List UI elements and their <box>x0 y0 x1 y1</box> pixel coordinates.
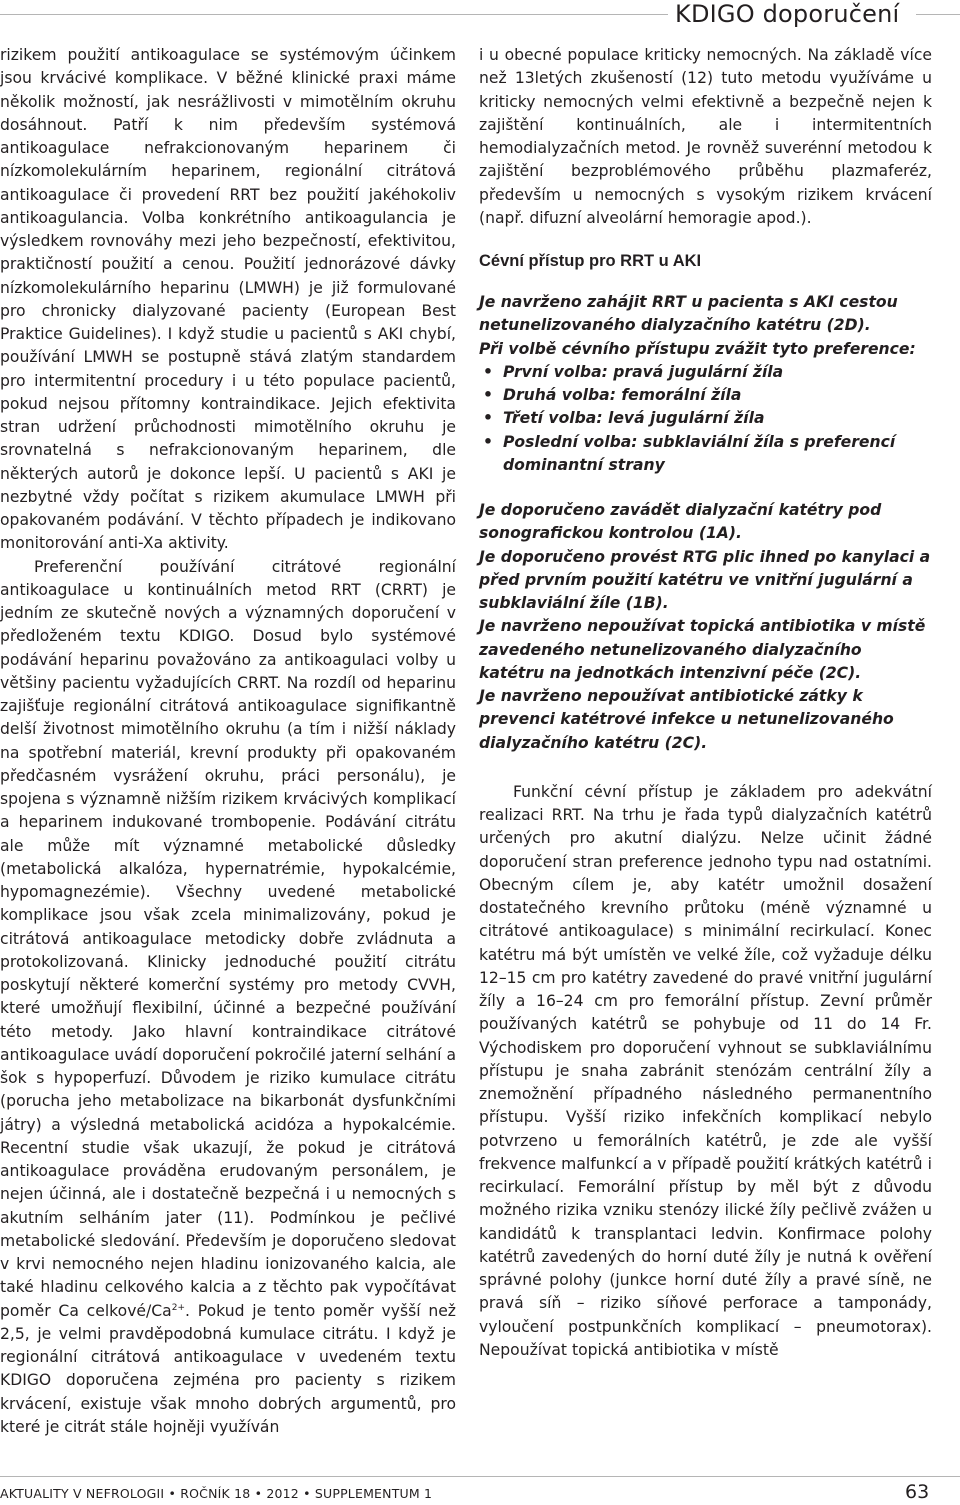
running-header-title: KDIGO doporučení <box>675 0 900 28</box>
footer-journal-info: AKTUALITY V NEFROLOGII • ROČNÍK 18 • 2012 • SUPPLEMENTUM 1 <box>0 1486 433 1501</box>
preference-list <box>479 361 932 477</box>
header-rule-left <box>0 14 668 15</box>
right-paragraph-1: i u obecné populace kriticky nemocných. Na základě více než 13letých zkušeností (12) tuto metodu využíváme u kriticky nemocných velmi efektivně a bezpečně nejen k zajištění kontinuálních, ale i intermitentních hemodialyzačních metod. Je rovněž suverénní metodou k zajištění bezproblémového průběhu plazmaferéz, především u nemocných s vysokým rizikem krvácení (např. difuzní alveolární hemoragie apod.). <box>479 46 932 227</box>
preference-item-text: Druhá volba: femorální žíla <box>503 386 742 404</box>
preference-intro: Při volbě cévního přístupu zvážit tyto preference: <box>479 339 916 358</box>
list-item <box>479 407 932 430</box>
left-paragraph-2 <box>0 556 456 1440</box>
left-paragraph-1: rizikem použití antikoagulace se systémovým účinkem jsou krvácivé komplikace. V běžné klinické praxi máme několik možností, jak nesrážlivosti v mimotělním okruhu dosáhnout. Patří k nim především systémová antikoagulace nefrakcionovaným heparinem či nízkomolekulárním heparinem, regionální citrátová antikoagulace či provedení RRT bez použití jakéhokoliv antikoagulancia. Volba konkrétního antikoagulancia je výsledkem rovnováhy mezi jeho bezpečností, efektivitou, praktičností použití a cenou. Použití jednorázové dávky nízkomolekulárního heparinu (LMWH) je již formulované pro chronicky dialyzované pacienty (European Best Praktice Guidelines). I když studie u pacientů s AKI chybí, používání LMWH se postupně stává zlatým standardem pro intermitentní procedury i u této populace pacientů, pokud nejsou přítomny kontraindikace. Jejich efektivita stran udržení průchodnosti mimotělního okruhu je srovnatelná s nefrakcionovaným heparinem, dle některých autorů je dokonce lepší. U pacientů s AKI je nezbytné vždy počítat s rizikem akumulace LMWH při opakovaném podávání. V těchto případech je indikovano monitorování anti-Xa aktivity. <box>0 46 456 553</box>
recommendation-2: Je doporučeno zavádět dialyzační katétry pod sonografickou kontrolou (1A). <box>479 501 882 543</box>
left-column <box>0 44 456 1439</box>
left-paragraph-2-text-a: Preferenční používání citrátové regionální antikoagulace u kontinuálních metod RRT (CRRT) je jedním ze skutečně nových a významných doporučení v předloženém textu KDIGO. Dosud bylo systémové podávání heparinu považováno za antikoagulaci volby u většiny pacientu vyžadujících CRRT. Na rozdíl od heparinu zajišťuje regionální citrátová antikoagulace signifikantně delší životnost mimotělního okruhu (a tím i nižší náklady na spotřební materiál, krevní produkty při opakovaném předčasném vysrážení okruhu, práci personálu), je spojena s významně nižším rizikem krvácivých komplikací a heparinem indukované trombopenie. Podávání citrátu ale může mít významné metabolické důsledky (metabolická alkalóza, hypernatrémie, hypokalcémie, hypomagnezémie). Všechny uvedené metabolické komplikace jsou však zcela minimalizovány, pokud je citrátová antikoagulace metodicky dobře zvládnuta a protokolizovaná. Klinicky jednoduché použití citrátu poskytují některé komerční systémy pro metody CVVH, které umožňují flexibilní, účinné a bezpečné používání této metody. Jako hlavní kontraindikace citrátové antikoagulace uvádí doporučení pokročilé jaterní selhání a šok s hypoperfuzí. Důvodem je riziko kumulace citrátu (porucha jeho metabolizace na bikarbonát dysfunkčními játry) a výsledná metabolická acidóza a hypokalcémie. Recentní studie však ukazují, že pokud je citrátová antikoagulace prováděna erudovaným personálem, je nejen účinná, ale i dostatečně bezpečná i u nemocných s akutním selháním jater (11). Podmínkou je pečlivé metabolické sledování. Především je doporučeno sledovat v krvi nemocného nejen hladinu ionizovaného kalcia, ale také hladinu celkového kalcia a z těchto pak vypočítávat poměr Ca celkové/Ca <box>0 557 456 1320</box>
left-paragraph-2-text-b: . Pokud je tento poměr vyšší než 2,5, je velmi pravděpodobná kumulace citrátu. I když je regionální citrátová antikoagulace v uvedeném textu KDIGO doporučena zejména pro pacienty s rizikem krvácení, existuje však mnoho dobrých argumentů, pro které je citrát stále hojněji využíván <box>0 1301 456 1436</box>
recommendation-1: Je navrženo zahájit RRT u pacienta s AKI cestou netunelizovaného dialyzačního katétru (2D). <box>479 293 898 335</box>
list-item <box>479 361 932 384</box>
bullet-icon: • <box>483 362 493 381</box>
calcium-superscript: 2+ <box>171 1302 185 1313</box>
bullet-icon: • <box>483 409 493 428</box>
bullet-icon: • <box>483 386 493 404</box>
page-number: 63 <box>905 1481 930 1503</box>
preference-item-text: Třetí volba: levá jugulární žíla <box>503 409 765 428</box>
recommendation-3: Je doporučeno provést RTG plic ihned po kanylaci a před prvním použití katétru ve vnitřní jugulární a subklaviální žíle (1B). <box>479 547 931 612</box>
right-paragraph-2: Funkční cévní přístup je základem pro adekvátní realizaci RRT. Na trhu je řada typů dialyzačních katétrů určených pro akutní dialýzu. Nelze učinit žádné doporučení stran preference jednoho typu nad ostatními. Obecným cílem je, aby katétr umožnil dosažení dostatečného krevního průtoku (méně významné u citrátové antikoagulace) s minimální recirkulací. Konec katétru má být umístěn ve velké žíle, což vyžaduje délku 12–15 cm pro katétry zavedené do pravé vnitřní jugulární žíly a 16–24 cm pro femorální přístup. Zevní průměr používaných katétrů se pohybuje od 11 do 14 Fr. Východiskem pro doporučení vyhnout se subklaviálnímu přístupu je snaha zabránit stenózám centrální žíly a znemožnění případného následného permanentního přístupu. Vyšší riziko infekčních komplikací nebylo potvrzeno u femorálních katétrů, je zde ale vyšší frekvence malfunkcí a v případě použití krátkých katétrů i recirkulací. Femorální přístup by měl být z důvodu možného rizika vzniku stenózy ilické žíly pečlivě zvážen u kandidátů k transplantaci ledvin. Konfirmace polohy katétrů zavedených do horní duté žíly je nutná k ověření správné polohy (junkce horní duté žíly a pravé síně, ne pravá síň – riziko síňové perforace a tamponády, vyloučení postpunkčních komplikací – pneumotorax). Nepoužívat topická antibiotika v místě <box>479 782 932 1359</box>
right-column <box>479 44 932 1362</box>
recommendation-5: Je navrženo nepoužívat antibiotické zátky k prevenci katétrové infekce u netunelizovaného dialyzačního katétru (2C). <box>479 687 894 752</box>
header-rule-right <box>916 14 960 15</box>
preference-item-text: První volba: pravá jugulární žíla <box>503 362 784 381</box>
recommendation-4: Je navrženo nepoužívat topická antibiotika v místě zavedeného netunelizovaného dialyzačního katétru na jednotkách intenzivní péče (2C). <box>479 617 926 682</box>
list-item <box>479 431 932 478</box>
list-item <box>479 384 932 407</box>
preference-block <box>479 338 932 478</box>
bullet-icon: • <box>483 432 493 451</box>
footer-rule <box>0 1476 960 1477</box>
preference-item-text: Poslední volba: subklaviální žíla s preferencí dominantní strany <box>503 432 896 474</box>
section-heading-vascular-access: Cévní přístup pro RRT u AKI <box>479 252 702 270</box>
